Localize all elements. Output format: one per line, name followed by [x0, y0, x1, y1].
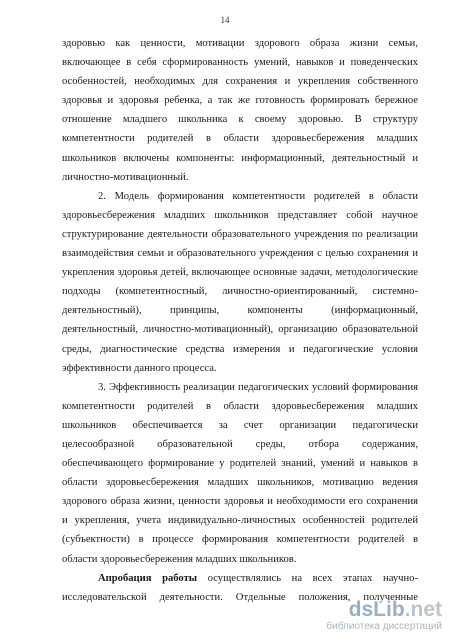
text-line: взаимодействия семьи и образовательного учреждения с целью сохранения и [62, 248, 418, 260]
approbation-heading: Апробация работы [98, 572, 198, 584]
text-line: здоровья и здоровья ребенка, а так же готовность формировать бережное [62, 95, 418, 107]
text-line: 3. Эффективность реализации педагогических условий формирования [98, 381, 418, 393]
text-line: обеспечивающего формирование у родителей знаний, умений и навыков в [62, 458, 418, 470]
dslib-logo: dsLib.net [348, 598, 442, 621]
text-line: области здоровьесбережения младших школьников. [62, 553, 297, 565]
text-line: подходы (компетентностный, личностно-ориентированный, системно- [62, 286, 418, 298]
text-line: среды, диагностические средства измерения и педагогические условия [62, 343, 418, 355]
text-line [62, 569, 418, 588]
text-line: личностно-мотивационный. [62, 171, 189, 183]
text-line: школьников обеспечивается за счет организации педагогически [62, 419, 418, 431]
text-line: исследовательской деятельности. Отдельные положения, полученные [62, 591, 418, 603]
text-line: деятельностный, личностно-мотивационный), организацию образовательной [62, 324, 418, 336]
text-line: здоровьесбережения младших школьников представляет собой научное [62, 209, 418, 221]
text-line: включающее в себя сформированность умений, навыков и поведенческих [62, 57, 418, 69]
text-line: области здоровьесбережения младших школьников, мотивацию ведения [62, 477, 418, 489]
text-line: особенностей, необходимых для сохранения и укрепления собственного [62, 76, 418, 88]
text-line: отношение младшего школьника к своему здоровью. В структуру [62, 114, 418, 126]
text-line: и укрепления, учета индивидуально-личностных особенностей родителей [62, 515, 418, 527]
text-line: компетентности родителей в области здоровьесбережения младших [62, 133, 418, 145]
dslib-watermark [312, 599, 442, 633]
text-line: 2. Модель формирования компетентности родителей в области [98, 190, 418, 202]
text-line: укрепления здоровья детей, включающее основные задачи, методологические [62, 267, 418, 279]
approbation-text: осуществлялись на всех этапах научно- [197, 572, 418, 584]
text-line: структурирование деятельности образовательного учреждения по реализации [62, 228, 418, 240]
page-number: 14 [220, 15, 230, 25]
text-line: здоровью как ценности, мотивации здорового образа жизни семьи, [62, 38, 418, 49]
text-line: компетентности родителей в области здоровьесбережения младших [62, 400, 418, 412]
document-body [62, 34, 418, 607]
text-line: здорового образа жизни, ценности здоровья и необходимости его сохранения [62, 496, 418, 508]
watermark-subtitle: библиотека диссертаций [326, 621, 442, 632]
text-line: эффективности данного процесса. [62, 362, 217, 374]
text-line: (субъектности) в процессе формирования компетентности родителей в [62, 534, 418, 546]
text-line: школьников включены компоненты: информационный, деятельностный и [62, 152, 418, 164]
text-line: деятельностный), принципы, компоненты (информационный, [62, 305, 418, 317]
text-line: целесообразной образовательной среды, отбора содержания, [62, 438, 418, 450]
